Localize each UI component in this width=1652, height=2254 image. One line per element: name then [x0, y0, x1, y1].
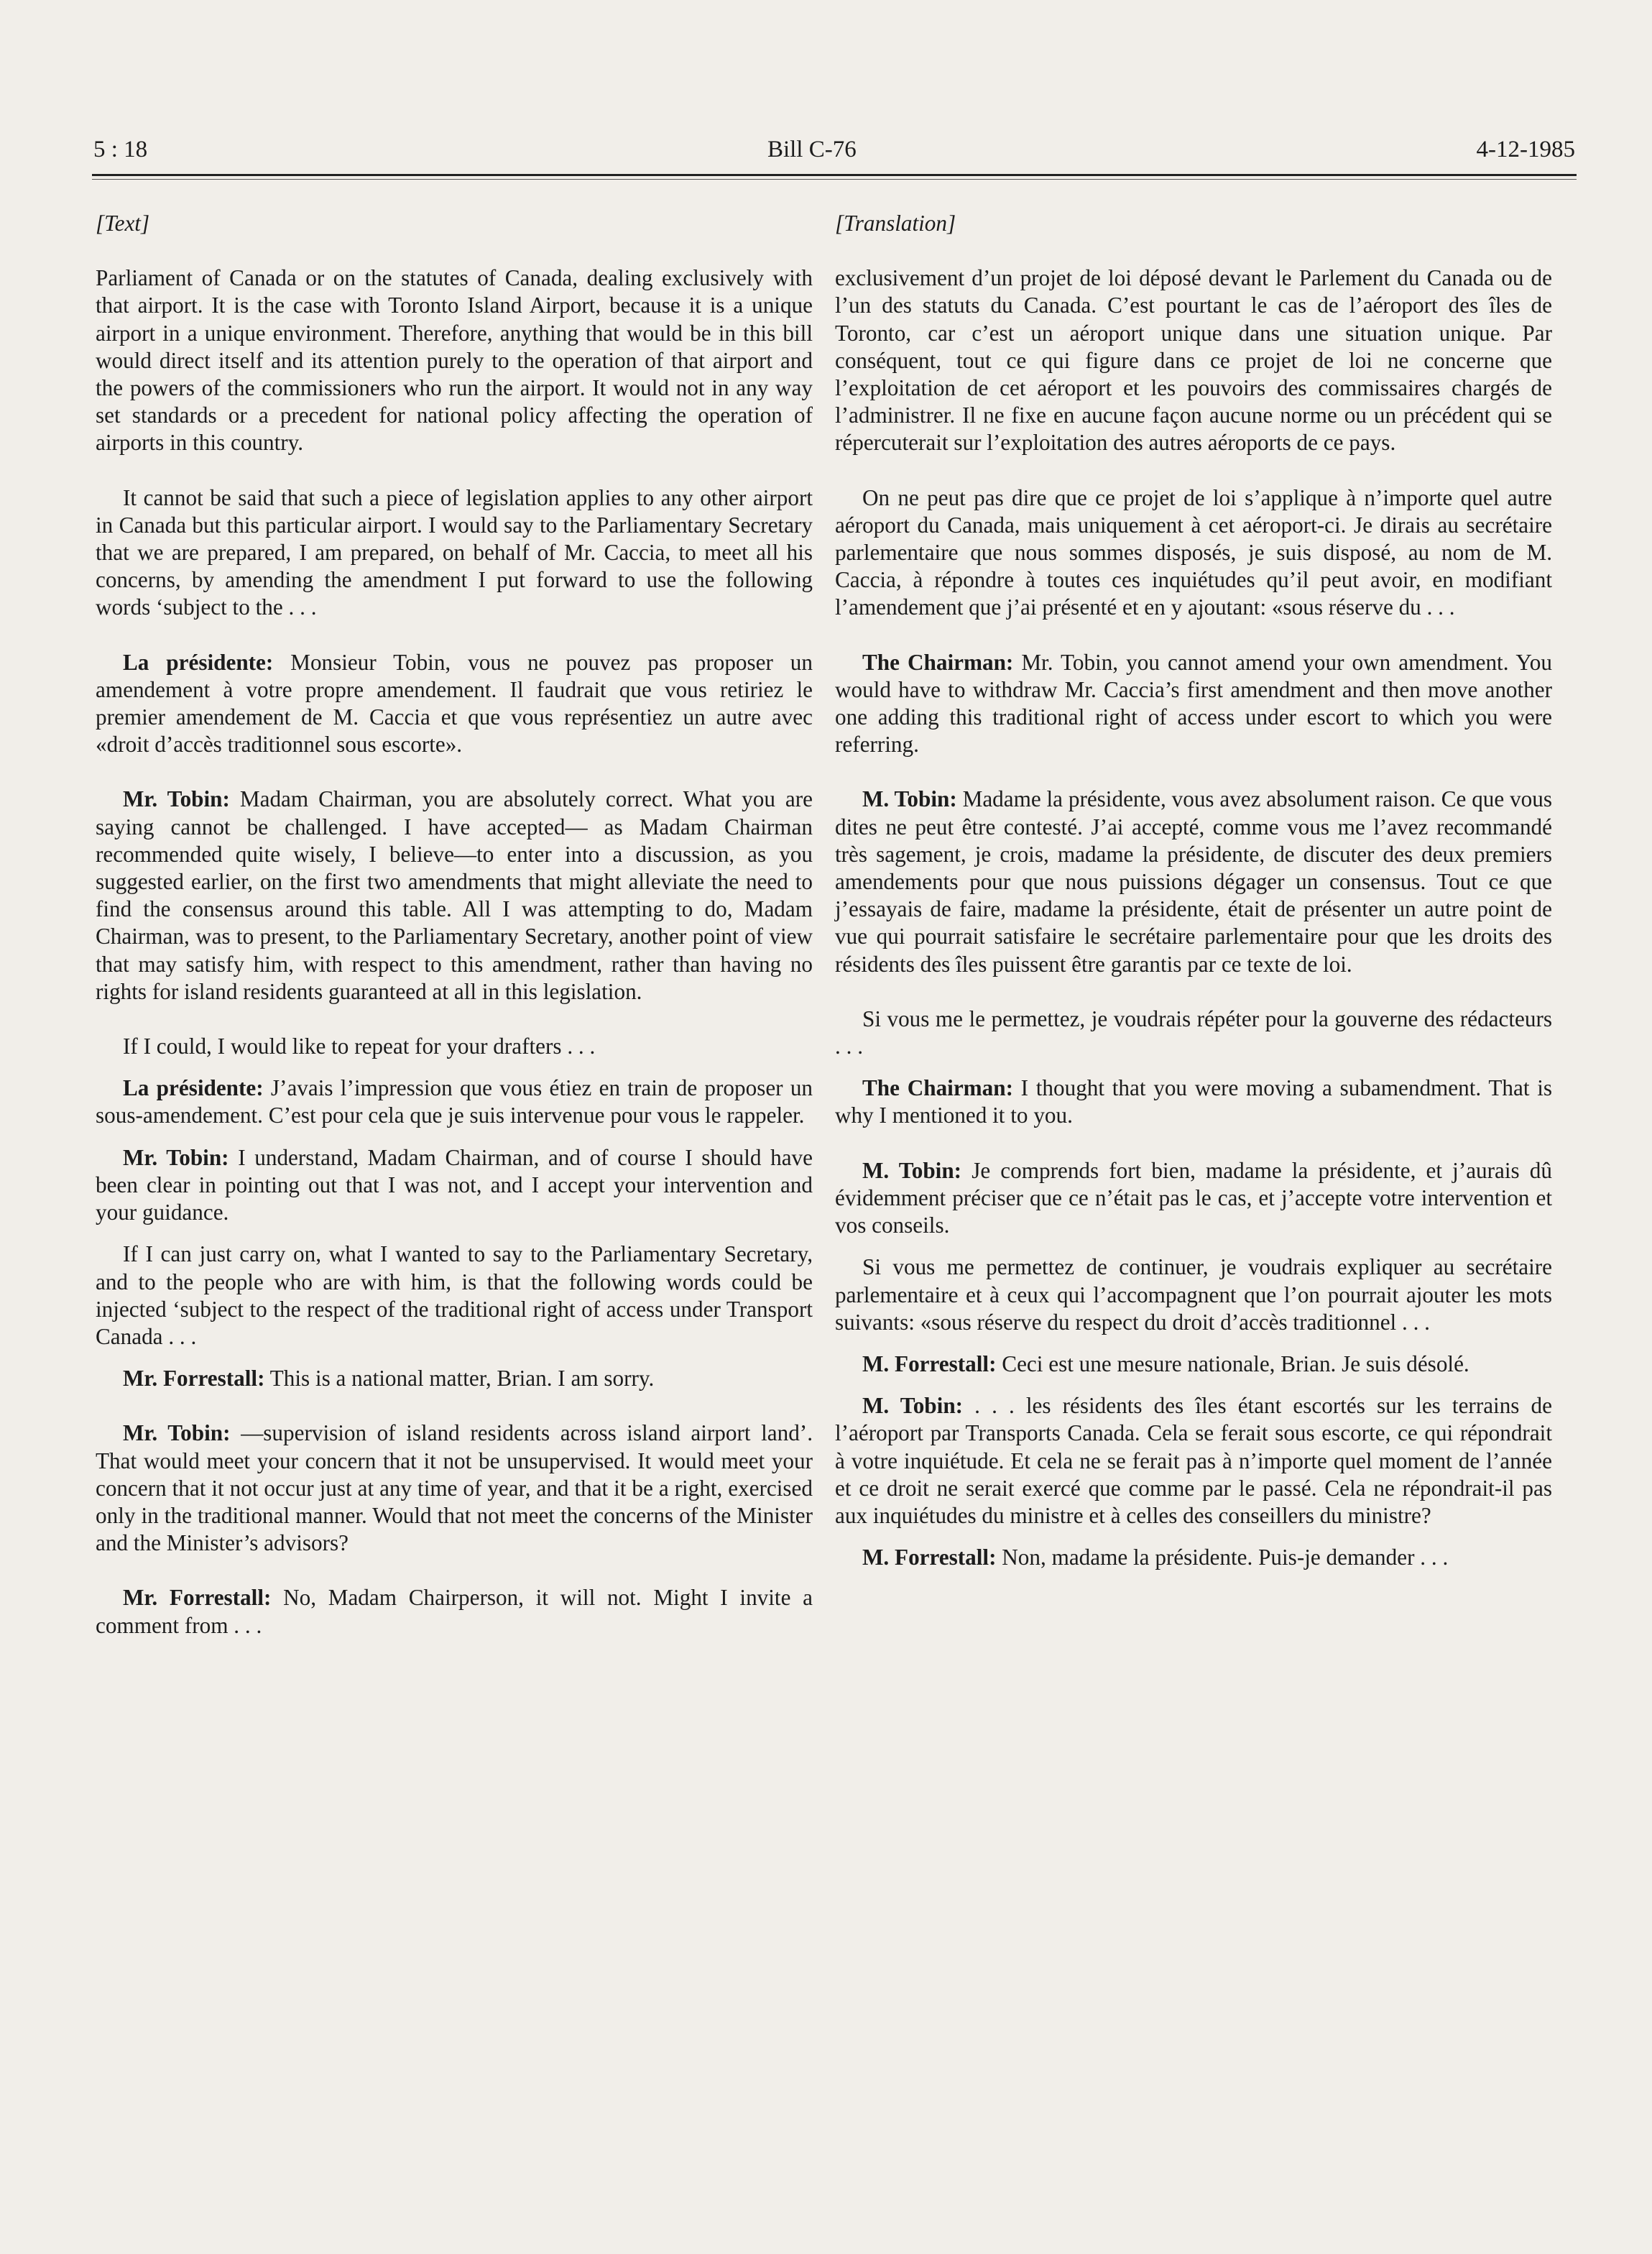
paragraph: The Chairman: I thought that you were moving a subamendment. That is why I mentioned it to you.: [835, 1075, 1552, 1128]
column-label: [Translation]: [835, 211, 956, 236]
paragraph: M. Tobin: Madame la présidente, vous avez absolument raison. Ce que vous dites ne peut être contesté. J’ai accepté, comme vous me l’avez recommandé très sagement, je crois, madame la présidente, de discuter des deux premiers amendements pour que nous puissions dégager un consensus. Tout ce que j’essayais de faire, madame la présidente, était de présenter un autre point de vue qui pourrait satisfaire le secrétaire parlementaire pour que les droits des résidents des îles puissent être garantis par ce texte de loi.: [835, 786, 1552, 977]
right-column: [835, 210, 1552, 1598]
paragraph: M. Forrestall: Non, madame la présidente. Puis-je demander . . .: [862, 1545, 1449, 1570]
document-date: 4-12-1985: [1476, 137, 1575, 162]
speaker-name: La présidente:: [123, 649, 274, 675]
paragraph: Mr. Forrestall: No, Madam Chairperson, it will not. Might I invite a comment from . . .: [96, 1585, 813, 1638]
column-label: [Text]: [96, 211, 150, 236]
speaker-name: M. Tobin:: [862, 1157, 962, 1183]
paragraph: Parliament of Canada or on the statutes of Canada, dealing exclusively with that airport. It is the case with Toronto Island Airport, because it is a unique airport in a unique environment. Therefore, anything that would be in this bill would direct itself and its attention purely to the operation of that airport and the powers of the commissioners who run the airport. It would not in any way set standards or a precedent for national policy affecting the operation of airports in this country.: [96, 265, 813, 456]
paragraph: Mr. Tobin: Madam Chairman, you are absolutely correct. What you are saying cannot be challenged. I have accepted— as Madam Chairman recommended quite wisely, I believe—to enter into a discussion, as you suggested earlier, on the first two amendments that might alleviate the need to find the consensus around this table. All I was attempting to do, Madam Chairman, was to present, to the Parliamentary Secretary, another point of view that may satisfy him, with respect to this amendment, rather than having no rights for island residents guaranteed at all in this legislation.: [96, 786, 813, 1004]
running-header: [93, 135, 1575, 164]
paragraph: The Chairman: Mr. Tobin, you cannot amend your own amendment. You would have to withdraw Mr. Caccia’s first amendment and then move another one adding this traditional right of access under escort to which you were referring.: [835, 649, 1552, 758]
speaker-name: Mr. Forrestall:: [123, 1366, 265, 1392]
left-column: [96, 210, 813, 1667]
paragraph: Si vous me permettez de continuer, je voudrais expliquer au secrétaire parlementaire et à ceux qui l’accompagnent que l’on pourrait ajouter les mots suivants: «sous réserve du respect du droit d’accès traditionnel . . .: [835, 1254, 1552, 1335]
document-title: Bill C-76: [767, 137, 857, 162]
speaker-name: The Chairman:: [862, 1075, 1013, 1101]
paragraph: M. Tobin: . . . les résidents des îles étant escortés sur les terrains de l’aéroport par Transports Canada. Cela se ferait sous escorte, ce qui répondrait à votre inquiétude. Et cela ne se ferait pas à n’importe quel moment de l’année et ce droit ne serait exercé que comme par le passé. Cela ne répondrait-il pas aux inquiétudes du ministre et à celles des conseillers du ministre?: [835, 1393, 1552, 1528]
paragraph: If I can just carry on, what I wanted to say to the Parliamentary Secretary, and to the people who are with him, is that the following words could be injected ‘subject to the respect of the traditional right of access under Transport Canada . . .: [96, 1241, 813, 1349]
paragraph: It cannot be said that such a piece of legislation applies to any other airport in Canada but this particular airport. I would say to the Parliamentary Secretary that we are prepared, I am prepared, on behalf of Mr. Caccia, to meet all his concerns, by amending the amendment I put forward to use the following words ‘subject to the . . .: [96, 484, 813, 620]
speaker-name: M. Tobin:: [862, 786, 957, 812]
speaker-name: Mr. Tobin:: [123, 1144, 229, 1170]
header-rule: [92, 174, 1577, 176]
paragraph: Si vous me le permettez, je voudrais répéter pour la gouverne des rédacteurs . . .: [835, 1006, 1552, 1059]
paragraph: exclusivement d’un projet de loi déposé devant le Parlement du Canada ou de l’un des statuts du Canada. C’est pourtant le cas de l’aéroport des îles de Toronto, car c’est un aéroport unique dans une situation unique. Par conséquent, tout ce qui figure dans ce projet de loi ne concerne que l’exploitation de cet aéroport et les pouvoirs des commissaires chargés de l’administrer. Il ne fixe en aucune façon aucune norme ou un précédent qui se répercuterait sur l’exploitation des autres aéroports de ce pays.: [835, 265, 1552, 456]
speaker-name: Mr. Tobin:: [123, 1420, 231, 1446]
speaker-name: Mr. Tobin:: [123, 786, 230, 812]
speaker-name: Mr. Forrestall:: [123, 1585, 272, 1611]
speaker-name: The Chairman:: [862, 649, 1014, 675]
speaker-name: La présidente:: [123, 1075, 264, 1101]
paragraph: On ne peut pas dire que ce projet de loi s’applique à n’importe quel autre aéroport du Canada, mais uniquement à cet aéroport-ci. Je dirais au secrétaire parlementaire que nous sommes disposés, je suis disposé, au nom de M. Caccia, à répondre à toutes ces inquiétudes qu’il peut avoir, en modifiant l’amendement que j’ai présenté et en y ajoutant: «sous réserve du . . .: [835, 484, 1552, 620]
speaker-name: M. Forrestall:: [862, 1545, 997, 1570]
paragraph: Mr. Forrestall: This is a national matter, Brian. I am sorry.: [123, 1366, 655, 1392]
paragraph: If I could, I would like to repeat for your drafters . . .: [123, 1034, 596, 1059]
header-rule-thin: [92, 179, 1577, 180]
speaker-name: M. Forrestall:: [862, 1351, 997, 1376]
paragraph: Mr. Tobin: —supervision of island residents across island airport land’. That would meet your concern that it not be unsupervised. It would meet your concern that it not occur just at any time of year, and that it be a right, exercised only in the traditional manner. Would that not meet the concerns of the Minister and the Minister’s advisors?: [96, 1420, 813, 1556]
paragraph: M. Tobin: Je comprends fort bien, madame la présidente, et j’aurais dû évidemment préciser que ce n’était pas le cas, et j’accepte votre intervention et vos conseils.: [835, 1157, 1552, 1238]
paragraph: La présidente: J’avais l’impression que vous étiez en train de proposer un sous-amendement. C’est pour cela que je suis intervenue pour vous le rappeler.: [96, 1075, 813, 1128]
paragraph: La présidente: Monsieur Tobin, vous ne pouvez pas proposer un amendement à votre propre amendement. Il faudrait que vous retiriez le premier amendement de M. Caccia et que vous représentiez un autre avec «droit d’accès traditionnel sous escorte».: [96, 649, 813, 758]
speaker-name: M. Tobin:: [862, 1393, 964, 1419]
page-number: 5 : 18: [93, 137, 148, 162]
paragraph: Mr. Tobin: I understand, Madam Chairman, and of course I should have been clear in pointing out that I was not, and I accept your intervention and your guidance.: [96, 1144, 813, 1225]
paragraph: M. Forrestall: Ceci est une mesure nationale, Brian. Je suis désolé.: [862, 1351, 1469, 1376]
